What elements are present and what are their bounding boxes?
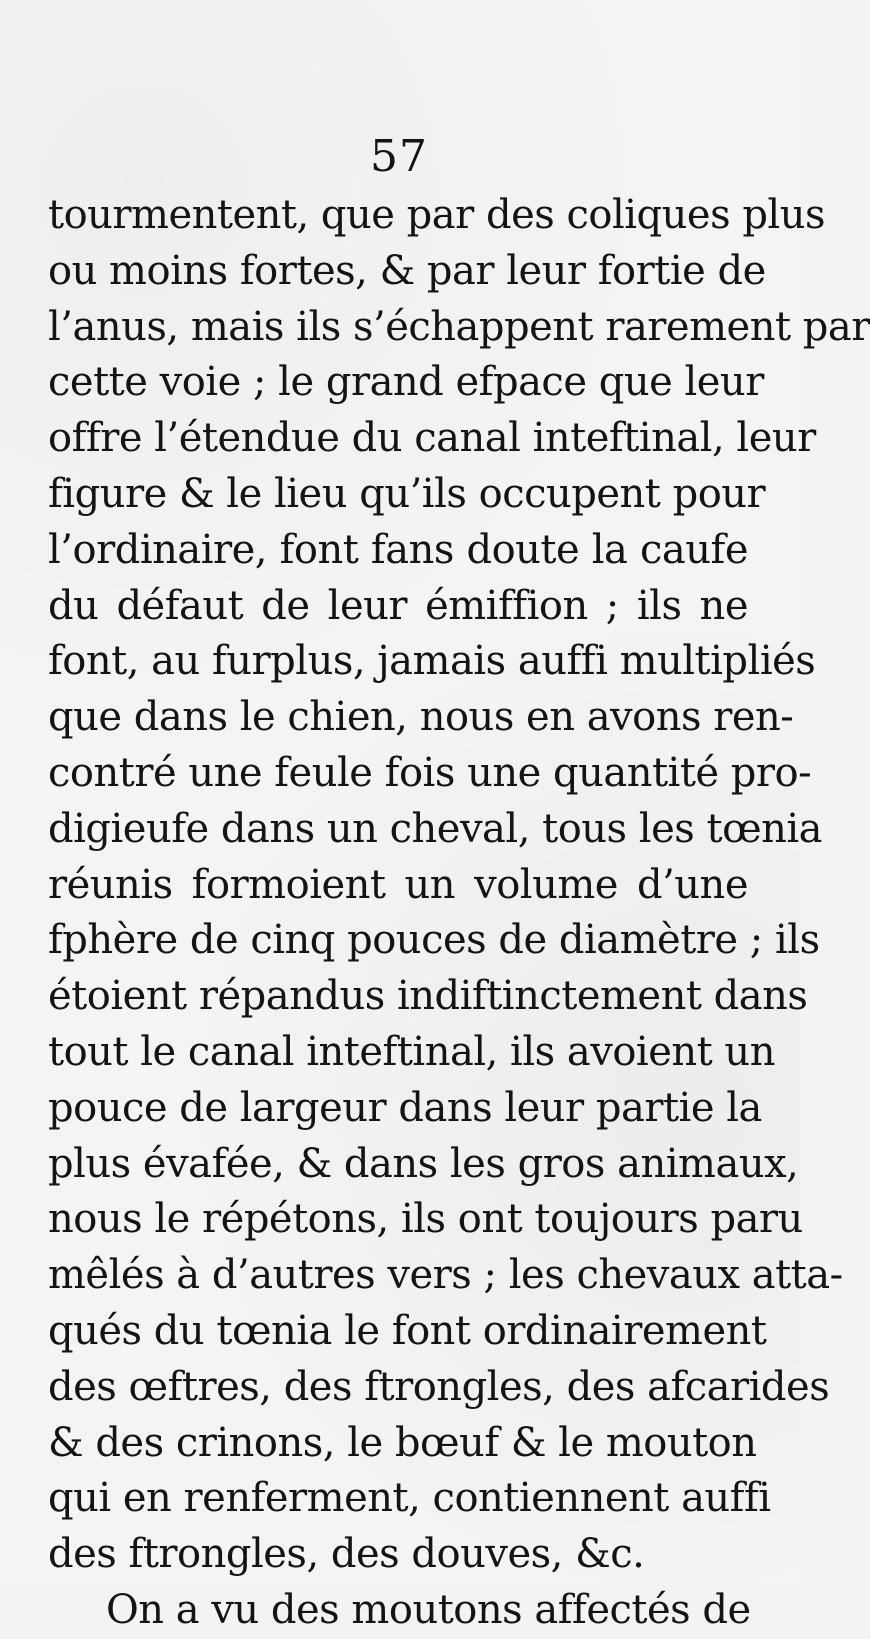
text-line: nous le répétons, ils ont toujours paru [48,1196,803,1243]
page-text [48,188,870,1639]
text-line: des œftres, des ftrongles, des afcarides [48,1363,830,1410]
text-line: contré une feule fois une quantité pro- [48,749,812,796]
text-line: figure & le lieu qu’ils occupent pour [48,470,766,517]
text-line: étoient répandus indiftinctement dans [48,973,808,1020]
text-line: digieufe dans un cheval, tous les tœnia [48,805,823,852]
text-line: qui en renferment, contiennent auffi [48,1475,771,1522]
text-line: cette voie ; le grand efpace que leur [48,359,764,406]
text-line: fphère de cinq pouces de diamètre ; ils [48,917,820,964]
text-line: offre l’étendue du canal inteftinal, leur [48,415,816,462]
text-line: réunis formoient un volume d’une [48,861,748,908]
text-line: qués du tœnia le font ordinairement [48,1307,767,1354]
text-line: l’anus, mais ils s’échappent rarement par [48,303,870,350]
page-number: 57 [370,131,428,182]
text-line: du défaut de leur émiffion ; ils ne [48,582,748,629]
text-line: ou moins fortes, & par leur fortie de [48,247,766,294]
text-line: que dans le chien, nous en avons ren- [48,694,794,741]
text-line: tout le canal inteftinal, ils avoient un [48,1028,775,1075]
text-line: l’ordinaire, font fans doute la caufe [48,526,748,573]
text-line: font, au furplus, jamais auffi multipliés [48,638,816,685]
text-line: pouce de largeur dans leur partie la [48,1084,762,1131]
paragraph-start-line: On a vu des moutons affectés de [106,1586,751,1633]
text-line: plus évafée, & dans les gros animaux, [48,1140,799,1187]
text-line: mêlés à d’autres vers ; les chevaux atta- [48,1252,843,1299]
text-line: & des crinons, le bœuf & le mouton [48,1419,757,1466]
text-line: tourmentent, que par des coliques plus [48,192,826,238]
paragraph-end-line: des ftrongles, des douves, &c. [48,1531,645,1578]
